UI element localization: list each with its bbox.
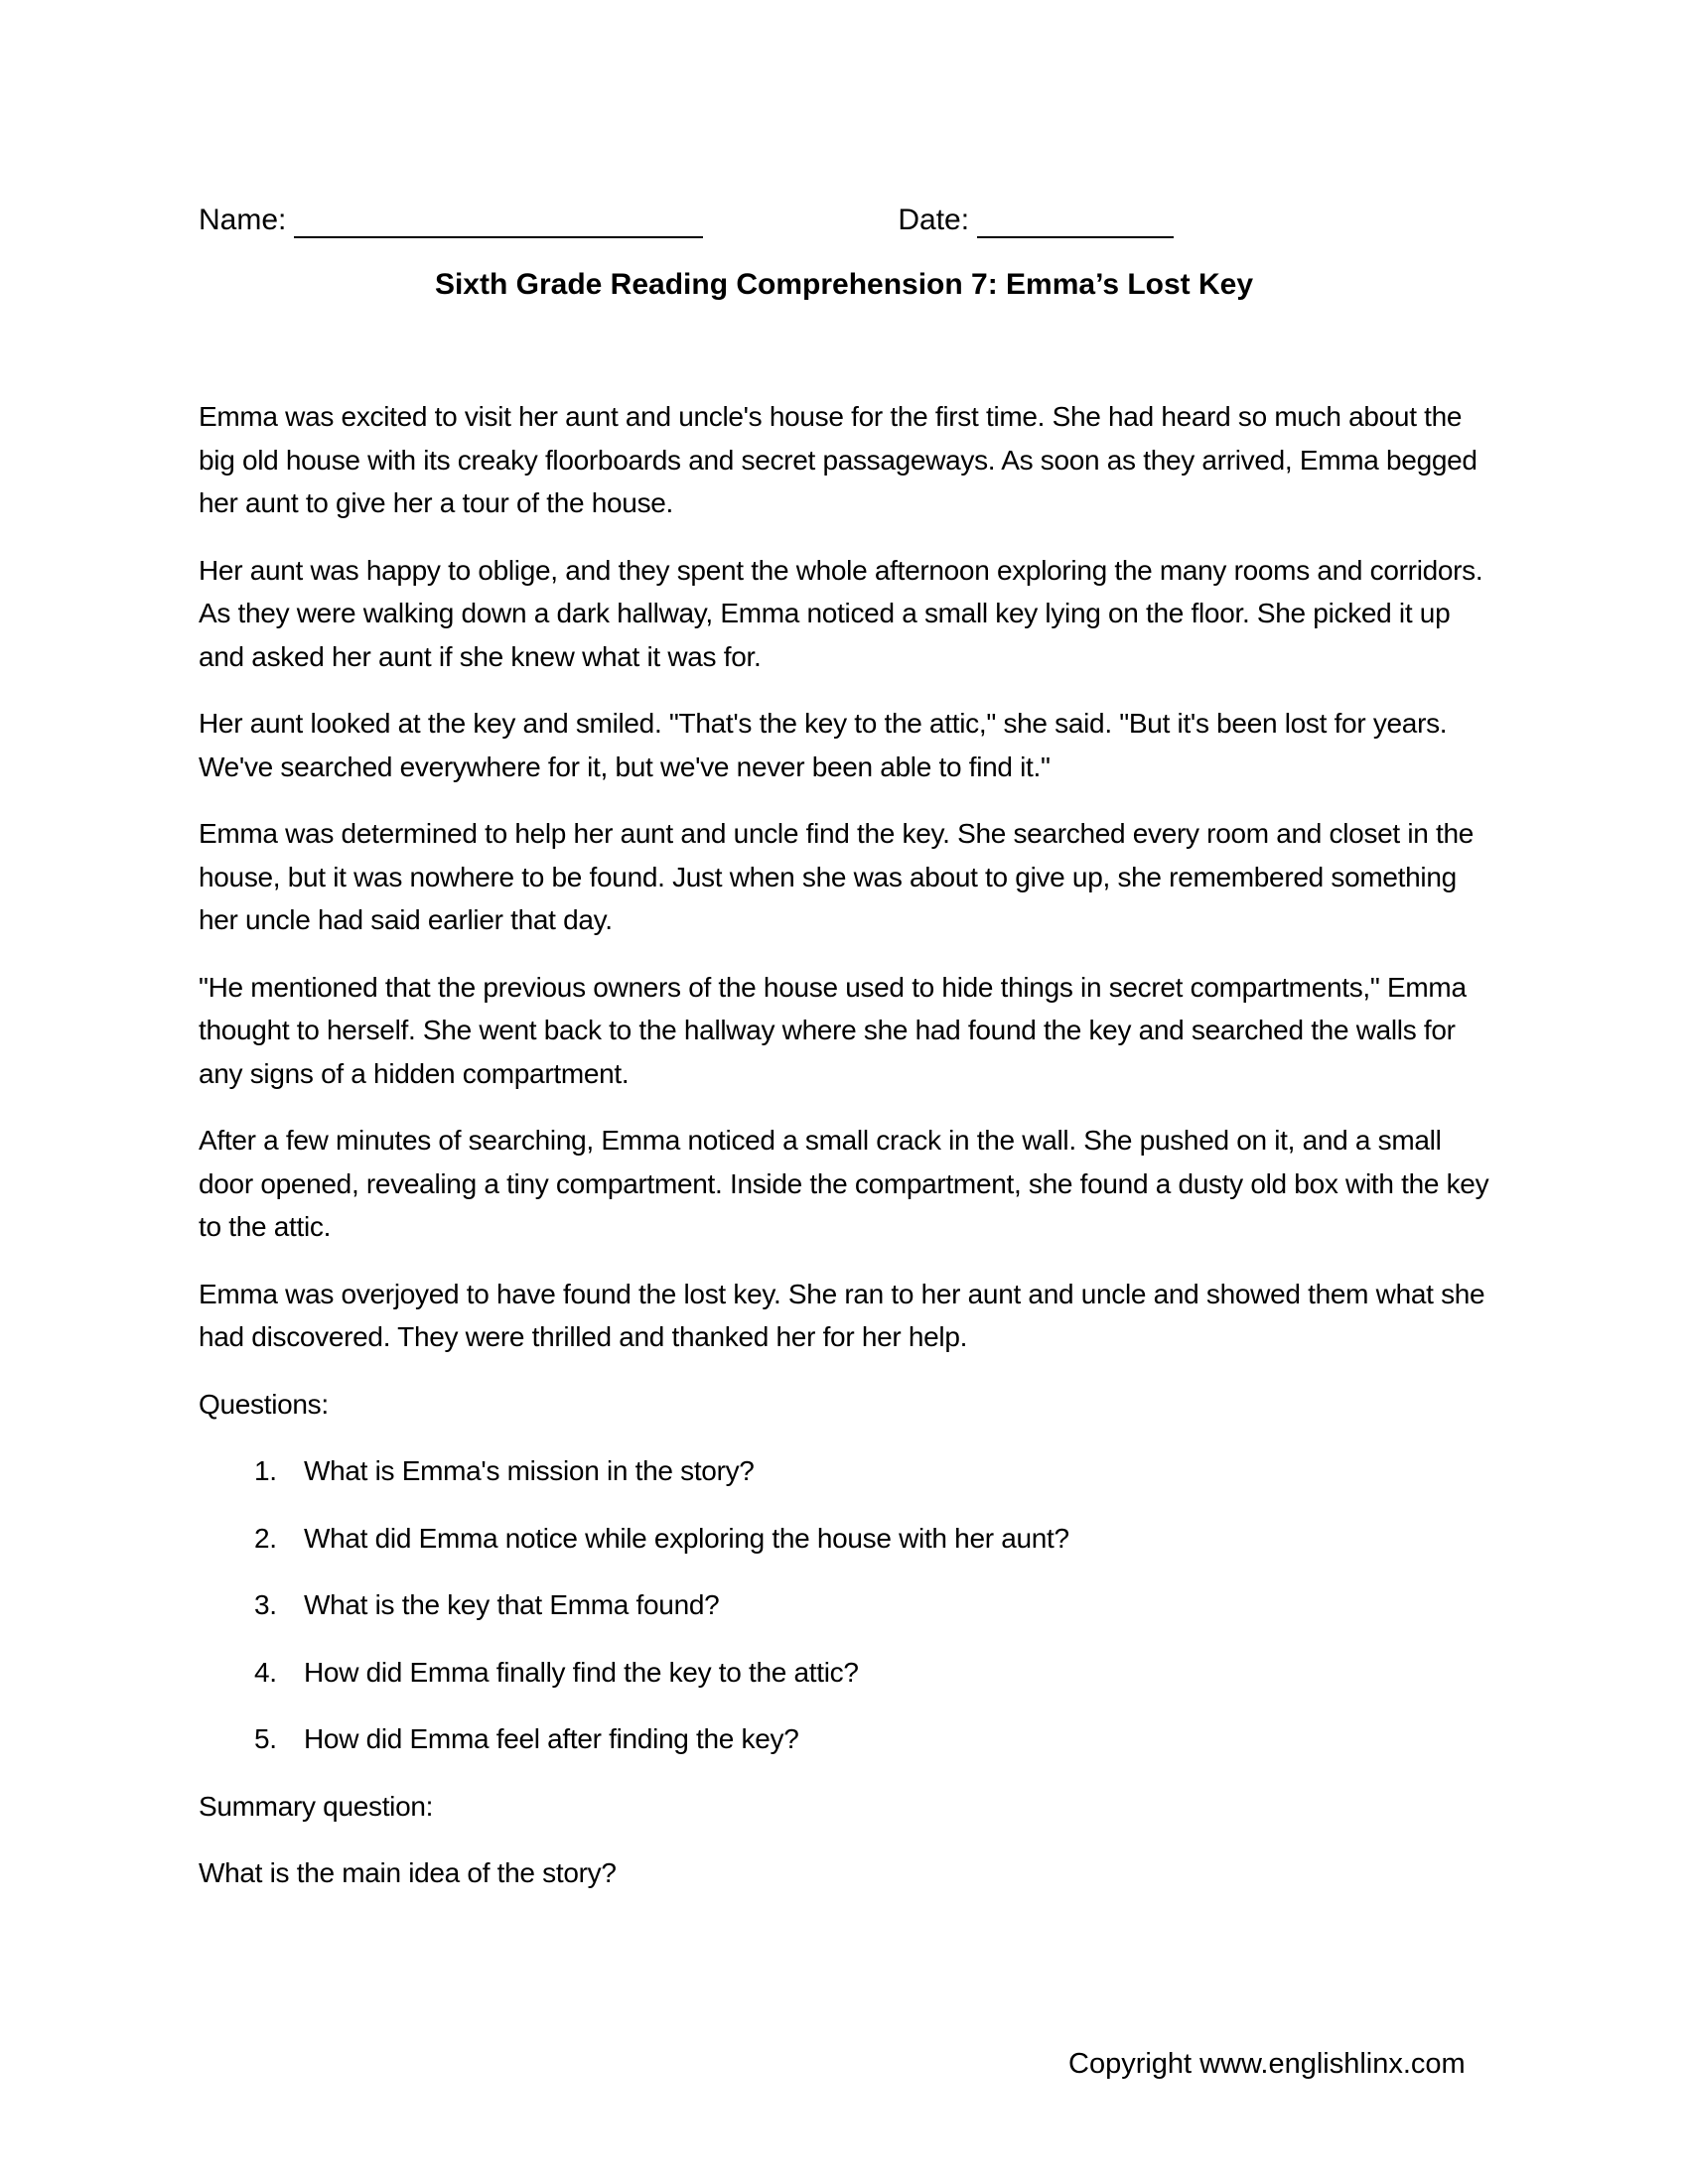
questions-list (199, 1449, 1489, 1761)
question-text: How did Emma feel after finding the key? (304, 1723, 799, 1754)
question-item (199, 1449, 1489, 1493)
worksheet-body (199, 395, 1489, 1919)
question-text: What is Emma's mission in the story? (304, 1455, 755, 1486)
name-label: Name: (199, 204, 287, 236)
question-item (199, 1651, 1489, 1695)
question-number: 3. (254, 1589, 277, 1620)
story-paragraph: "He mentioned that the previous owners of the house used to hide things in secret compartments," Emma thought to herself. She went back to the hallway where she had found the key and searched the walls for any signs of a hidden compartment. (199, 971, 1467, 1089)
questions-label: Questions: (199, 1388, 329, 1420)
summary-question-label: Summary question: (199, 1790, 434, 1822)
question-item (199, 1517, 1489, 1561)
question-number: 5. (254, 1723, 277, 1754)
story-paragraph: Emma was determined to help her aunt and uncle find the key. She searched every room and closet in the house, but it was nowhere to be found. Just when she was about to give up, she remembered something her uncle had said earlier that day. (199, 818, 1475, 935)
name-date-header (199, 203, 1174, 238)
date-blank-field[interactable] (977, 206, 1174, 238)
summary-question-text: What is the main idea of the story? (199, 1857, 617, 1888)
question-item (199, 1717, 1489, 1761)
question-number: 2. (254, 1522, 277, 1554)
worksheet-title: Sixth Grade Reading Comprehension 7: Emma’s Lost Key (434, 268, 1254, 301)
story-paragraph: Her aunt was happy to oblige, and they spent the whole afternoon exploring the many rooms and corridors. As they were walking down a dark hallway, Emma noticed a small key lying on the floor. She picked it up and asked her aunt if she knew what it was for. (199, 554, 1483, 672)
story-paragraph: Emma was overjoyed to have found the lost key. She ran to her aunt and uncle and showed them what she had discovered. They were thrilled and thanked her for her help. (199, 1278, 1485, 1352)
story-paragraph: Emma was excited to visit her aunt and uncle's house for the first time. She had heard so much about the big old house with its creaky floorboards and secret passageways. As soon as they arrived, Emma begged her aunt to give her a tour of the house. (199, 401, 1477, 518)
question-number: 1. (254, 1455, 277, 1486)
copyright-text: Copyright www.englishlinx.com (1068, 2048, 1466, 2080)
question-text: What did Emma notice while exploring the house with her aunt? (304, 1522, 1069, 1554)
story-paragraph: After a few minutes of searching, Emma noticed a small crack in the wall. She pushed on it, and a small door opened, revealing a tiny compartment. Inside the compartment, she found a dusty old box with the key to the attic. (199, 1125, 1489, 1242)
name-blank-field[interactable] (294, 206, 703, 238)
question-number: 4. (254, 1656, 277, 1688)
question-text: What is the key that Emma found? (304, 1589, 720, 1620)
question-text: How did Emma finally find the key to the attic? (304, 1656, 859, 1688)
story-paragraph: Her aunt looked at the key and smiled. "That's the key to the attic," she said. "But it's been lost for years. We've searched everywhere for it, but we've never been able to find it." (199, 708, 1448, 782)
question-item (199, 1583, 1489, 1627)
date-label: Date: (898, 204, 970, 236)
